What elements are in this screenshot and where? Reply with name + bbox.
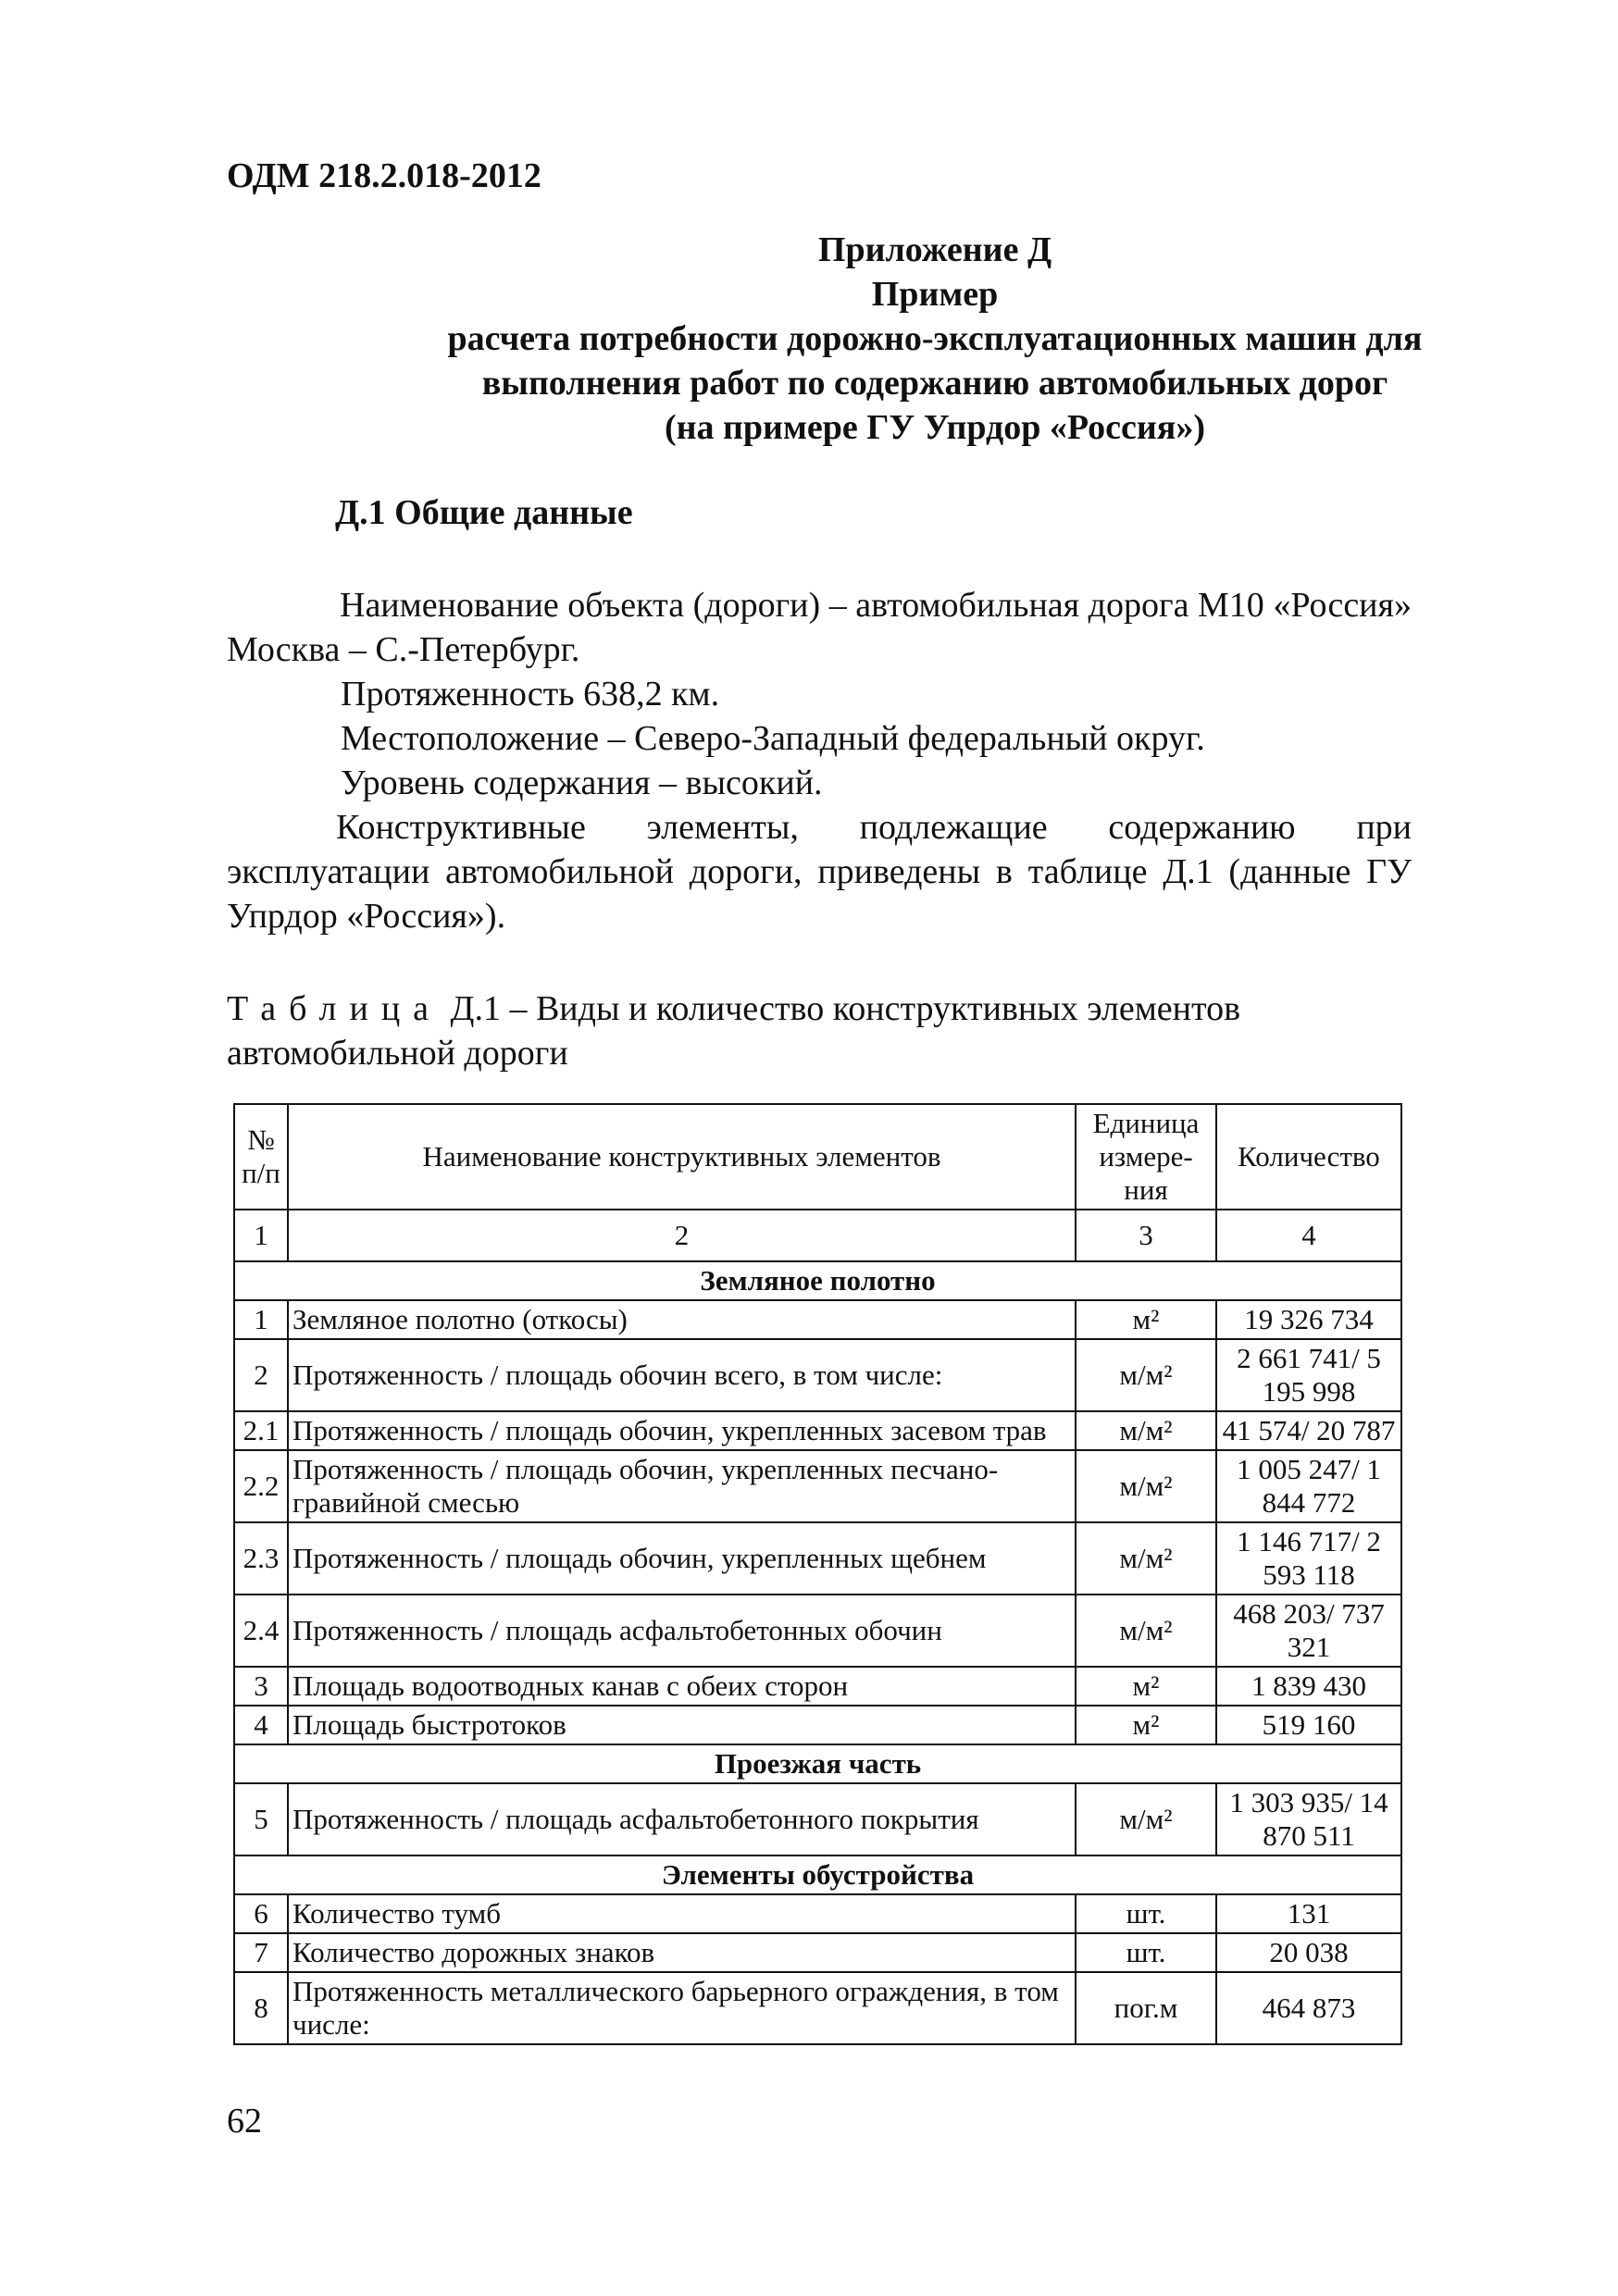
row-qty: 20 038 bbox=[1216, 1933, 1401, 1972]
table-row bbox=[234, 1595, 1401, 1667]
column-number: 1 bbox=[234, 1210, 288, 1261]
row-unit: м/м² bbox=[1076, 1595, 1216, 1667]
document-code: ОДМ 218.2.018-2012 bbox=[227, 156, 541, 195]
table-row bbox=[234, 1339, 1401, 1411]
row-qty: 1 005 247/ 1 844 772 bbox=[1216, 1450, 1401, 1522]
row-qty: 1 839 430 bbox=[1216, 1667, 1401, 1706]
row-unit: м² bbox=[1076, 1706, 1216, 1744]
row-num: 2.1 bbox=[234, 1411, 288, 1450]
maintenance-level-line: Уровень содержания – высокий. bbox=[341, 763, 823, 802]
row-qty: 2 661 741/ 5 195 998 bbox=[1216, 1339, 1401, 1411]
example-title: Пример bbox=[871, 275, 999, 314]
appendix-title: Приложение Д bbox=[817, 230, 1052, 269]
row-name: Протяженность / площадь обочин, укрепленных щебнем bbox=[288, 1522, 1076, 1595]
row-unit: м/м² bbox=[1076, 1783, 1216, 1855]
row-num: 3 bbox=[234, 1667, 288, 1706]
table-row bbox=[234, 1411, 1401, 1450]
row-name: Протяженность / площадь обочин, укрепленных засевом трав bbox=[288, 1411, 1076, 1450]
row-qty: 19 326 734 bbox=[1216, 1300, 1401, 1339]
row-qty: 1 146 717/ 2 593 118 bbox=[1216, 1522, 1401, 1595]
row-num: 8 bbox=[234, 1972, 288, 2044]
table-row bbox=[234, 1706, 1401, 1744]
heading-line-5: (на примере ГУ Упрдор «Россия») bbox=[664, 408, 1206, 447]
row-unit: м² bbox=[1076, 1667, 1216, 1706]
table-row bbox=[234, 1300, 1401, 1339]
subsection-title: Д.1 Общие данные bbox=[335, 493, 633, 532]
row-name: Протяженность / площадь обочин всего, в том числе: bbox=[288, 1339, 1076, 1411]
object-name-paragraph: Наименование объекта (дороги) – автомобильная дорога М10 «Россия» Москва – С.-Петербург. bbox=[227, 586, 1412, 669]
table-row bbox=[234, 1522, 1401, 1595]
row-unit: м/м² bbox=[1076, 1339, 1216, 1411]
header-unit: Единица измере-ния bbox=[1076, 1104, 1216, 1210]
row-qty: 131 bbox=[1216, 1894, 1401, 1933]
row-qty: 519 160 bbox=[1216, 1706, 1401, 1744]
section-row bbox=[234, 1744, 1401, 1783]
row-name: Протяженность металлического барьерного ограждения, в том числе: bbox=[288, 1972, 1076, 2044]
table-row bbox=[234, 1933, 1401, 1972]
section-row bbox=[234, 1855, 1401, 1894]
row-qty: 464 873 bbox=[1216, 1972, 1401, 2044]
length-line: Протяженность 638,2 км. bbox=[341, 675, 720, 714]
header-name: Наименование конструктивных элементов bbox=[288, 1104, 1076, 1210]
row-name: Протяженность / площадь асфальтобетонного покрытия bbox=[288, 1783, 1076, 1855]
row-name: Количество дорожных знаков bbox=[288, 1933, 1076, 1972]
column-number-row bbox=[234, 1210, 1401, 1261]
table-caption-text: Д.1 – Виды и количество конструктивных элементов автомобильной дороги bbox=[227, 989, 1241, 1073]
column-number: 4 bbox=[1216, 1210, 1401, 1261]
row-qty: 468 203/ 737 321 bbox=[1216, 1595, 1401, 1667]
row-unit: м/м² bbox=[1076, 1411, 1216, 1450]
row-qty: 1 303 935/ 14 870 511 bbox=[1216, 1783, 1401, 1855]
section-title: Элементы обустройства bbox=[234, 1855, 1401, 1894]
table-row bbox=[234, 1972, 1401, 2044]
row-name: Количество тумб bbox=[288, 1894, 1076, 1933]
header-qty: Количество bbox=[1216, 1104, 1401, 1210]
row-num: 5 bbox=[234, 1783, 288, 1855]
row-name: Площадь водоотводных канав с обеих сторон bbox=[288, 1667, 1076, 1706]
row-num: 1 bbox=[234, 1300, 288, 1339]
section-row bbox=[234, 1261, 1401, 1300]
table-row bbox=[234, 1894, 1401, 1933]
row-unit: м² bbox=[1076, 1300, 1216, 1339]
table-caption bbox=[227, 987, 1412, 1075]
row-name: Протяженность / площадь асфальтобетонных обочин bbox=[288, 1595, 1076, 1667]
column-number: 3 bbox=[1076, 1210, 1216, 1261]
row-name: Протяженность / площадь обочин, укрепленных песчано-гравийной смесью bbox=[288, 1450, 1076, 1522]
section-title: Проезжая часть bbox=[234, 1744, 1401, 1783]
section-title: Земляное полотно bbox=[234, 1261, 1401, 1300]
row-num: 2.3 bbox=[234, 1522, 288, 1595]
table-row bbox=[234, 1450, 1401, 1522]
row-num: 7 bbox=[234, 1933, 288, 1972]
row-num: 2 bbox=[234, 1339, 288, 1411]
elements-paragraph: Конструктивные элементы, подлежащие содержанию при эксплуатации автомобильной дороги, приведены в таблице Д.1 (данные ГУ Упрдор «Россия»). bbox=[227, 808, 1412, 936]
row-unit: м/м² bbox=[1076, 1522, 1216, 1595]
header-num: № п/п bbox=[234, 1104, 288, 1210]
row-unit: шт. bbox=[1076, 1933, 1216, 1972]
row-unit: пог.м bbox=[1076, 1972, 1216, 2044]
table-row bbox=[234, 1667, 1401, 1706]
location-line: Местоположение – Северо-Западный федеральный округ. bbox=[341, 719, 1205, 758]
row-name: Площадь быстротоков bbox=[288, 1706, 1076, 1744]
row-num: 6 bbox=[234, 1894, 288, 1933]
table-row bbox=[234, 1783, 1401, 1855]
heading-line-4: выполнения работ по содержанию автомобильных дорог bbox=[481, 364, 1388, 403]
table-header-row bbox=[234, 1104, 1401, 1210]
row-num: 2.4 bbox=[234, 1595, 288, 1667]
table-caption-word: Таблица bbox=[227, 989, 442, 1028]
row-num: 2.2 bbox=[234, 1450, 288, 1522]
column-number: 2 bbox=[288, 1210, 1076, 1261]
row-qty: 41 574/ 20 787 bbox=[1216, 1411, 1401, 1450]
page-number: 62 bbox=[227, 2102, 262, 2141]
elements-table bbox=[233, 1103, 1402, 2045]
heading-line-3: расчета потребности дорожно-эксплуатационных машин для bbox=[447, 319, 1423, 358]
row-unit: шт. bbox=[1076, 1894, 1216, 1933]
row-num: 4 bbox=[234, 1706, 288, 1744]
row-name: Земляное полотно (откосы) bbox=[288, 1300, 1076, 1339]
row-unit: м/м² bbox=[1076, 1450, 1216, 1522]
